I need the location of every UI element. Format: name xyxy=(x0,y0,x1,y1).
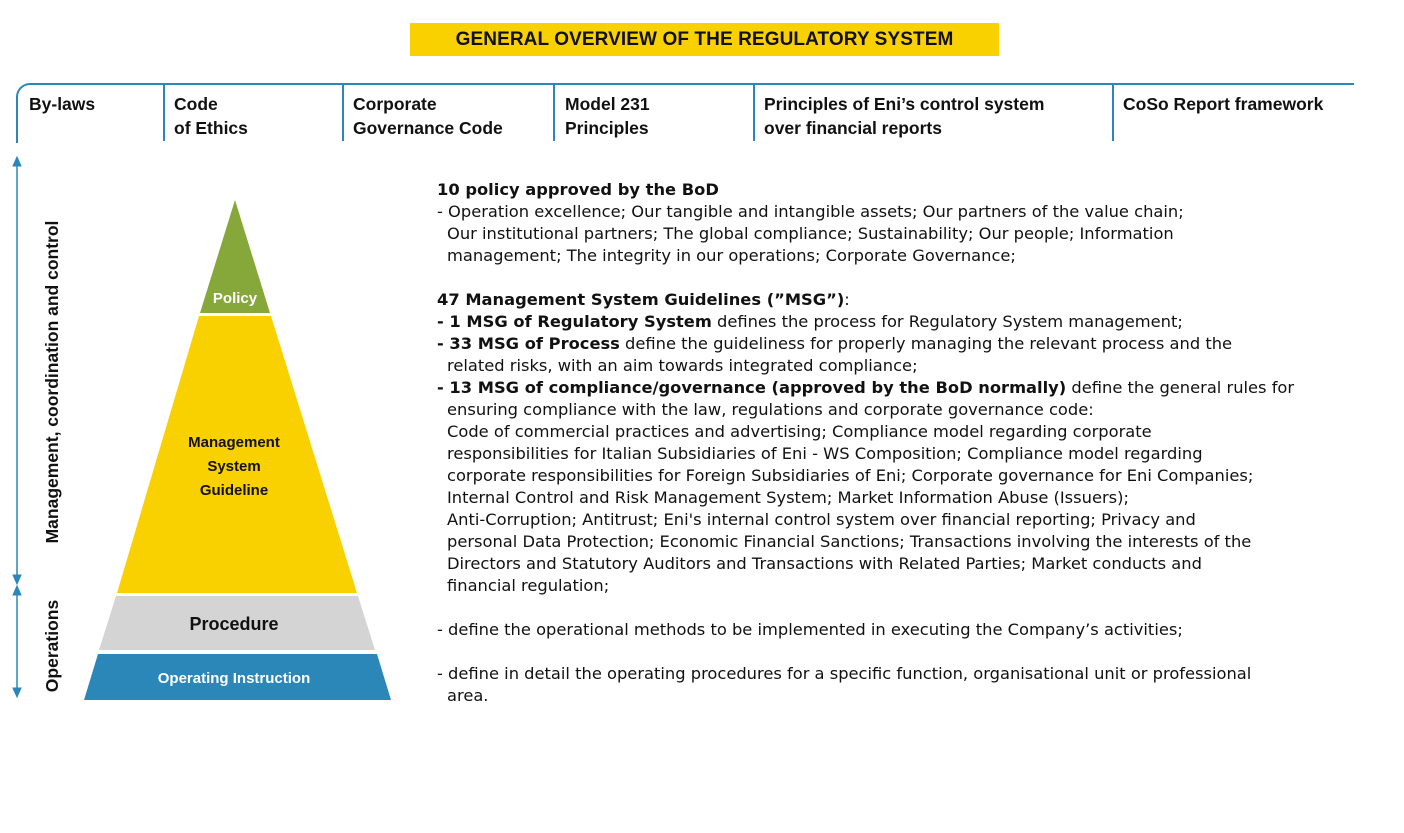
msg-item3-line: Directors and Statutory Auditors and Transactions with Related Parties; Market conducts and xyxy=(447,554,1202,573)
pyramid-policy-label: Policy xyxy=(212,290,258,307)
header-col-model-line2: Principles xyxy=(565,118,649,138)
header-col-coso-line1: CoSo Report framework xyxy=(1123,94,1324,114)
policy-heading: 10 policy approved by the BoD xyxy=(437,180,719,199)
msg-description xyxy=(437,289,1347,597)
pyramid-msg-label-2: System xyxy=(207,458,261,475)
procedure-line: - define the operational methods to be implemented in executing the Company’s activities; xyxy=(437,620,1183,639)
instruction-line: - define in detail the operating procedures for a specific function, organisational unit or professional xyxy=(437,664,1252,683)
msg-item3-line: financial regulation; xyxy=(447,576,610,595)
procedure-description xyxy=(437,619,1347,641)
msg-item3-line: Anti-Corruption; Antitrust; Eni's internal control system over financial reporting; Privacy and xyxy=(447,510,1196,529)
msg-item3-line: ensuring compliance with the law, regulations and corporate governance code: xyxy=(447,400,1094,419)
header-col-code-line1: Code xyxy=(174,94,218,114)
msg-item2-bold: - 33 MSG of Process xyxy=(437,334,620,353)
pyramid-msg-label-1: Management xyxy=(188,434,280,451)
header-col-control-line1: Principles of Eni’s control system xyxy=(764,94,1045,114)
axis-label-operations: Operations xyxy=(42,599,62,693)
msg-item3-line: responsibilities for Italian Subsidiaries of Eni - WS Composition; Compliance model regarding xyxy=(447,444,1203,463)
policy-line: Our institutional partners; The global compliance; Sustainability; Our people; Information xyxy=(447,224,1174,243)
msg-item2-line2: related risks, with an aim towards integrated compliance; xyxy=(447,356,918,375)
msg-item3-line: Internal Control and Risk Management System; Market Information Abuse (Issuers); xyxy=(447,488,1129,507)
page-title: GENERAL OVERVIEW OF THE REGULATORY SYSTEM xyxy=(410,23,999,56)
msg-item3-line: corporate responsibilities for Foreign Subsidiaries of Eni; Corporate governance for Eni Companies; xyxy=(447,466,1254,485)
msg-item3-line: personal Data Protection; Economic Financial Sanctions; Transactions involving the interests of the xyxy=(447,532,1252,551)
msg-item3-text: define the general rules for xyxy=(1066,378,1295,397)
msg-item3-line: Code of commercial practices and advertising; Compliance model regarding corporate xyxy=(447,422,1152,441)
policy-line: management; The integrity in our operations; Corporate Governance; xyxy=(447,246,1016,265)
header-col-governance-line2: Governance Code xyxy=(353,118,503,138)
instruction-description xyxy=(437,663,1347,707)
header-col-code-line2: of Ethics xyxy=(174,118,248,138)
instruction-line: area. xyxy=(447,686,489,705)
management-axis-arrow xyxy=(13,157,21,584)
policy-description xyxy=(437,179,1347,267)
msg-heading-colon: : xyxy=(844,290,850,309)
pyramid-msg-tier xyxy=(117,316,357,593)
pyramid-msg-label-3: Guideline xyxy=(199,482,269,499)
policy-line: - Operation excellence; Our tangible and intangible assets; Our partners of the value chain; xyxy=(437,202,1184,221)
pyramid-instruction-label: Operating Instruction xyxy=(157,670,311,687)
header-col-model-line1: Model 231 xyxy=(565,94,650,114)
msg-item1-text: defines the process for Regulatory System management; xyxy=(711,312,1183,331)
msg-heading: 47 Management System Guidelines (”MSG”) xyxy=(437,290,845,309)
pyramid-procedure-label: Procedure xyxy=(189,614,279,634)
header-col-control-line2: over financial reports xyxy=(764,118,942,138)
msg-item1-bold: - 1 MSG of Regulatory System xyxy=(437,312,712,331)
header-col-governance-line1: Corporate xyxy=(353,94,437,114)
msg-item2-text: define the guideliness for properly managing the relevant process and the xyxy=(619,334,1233,353)
header-col-bylaws-line1: By-laws xyxy=(29,94,96,114)
msg-item3-bold: - 13 MSG of compliance/governance (approved by the BoD normally) xyxy=(437,378,1067,397)
operations-axis-arrow xyxy=(13,586,21,697)
axis-label-management: Management, coordination and control xyxy=(42,220,62,544)
